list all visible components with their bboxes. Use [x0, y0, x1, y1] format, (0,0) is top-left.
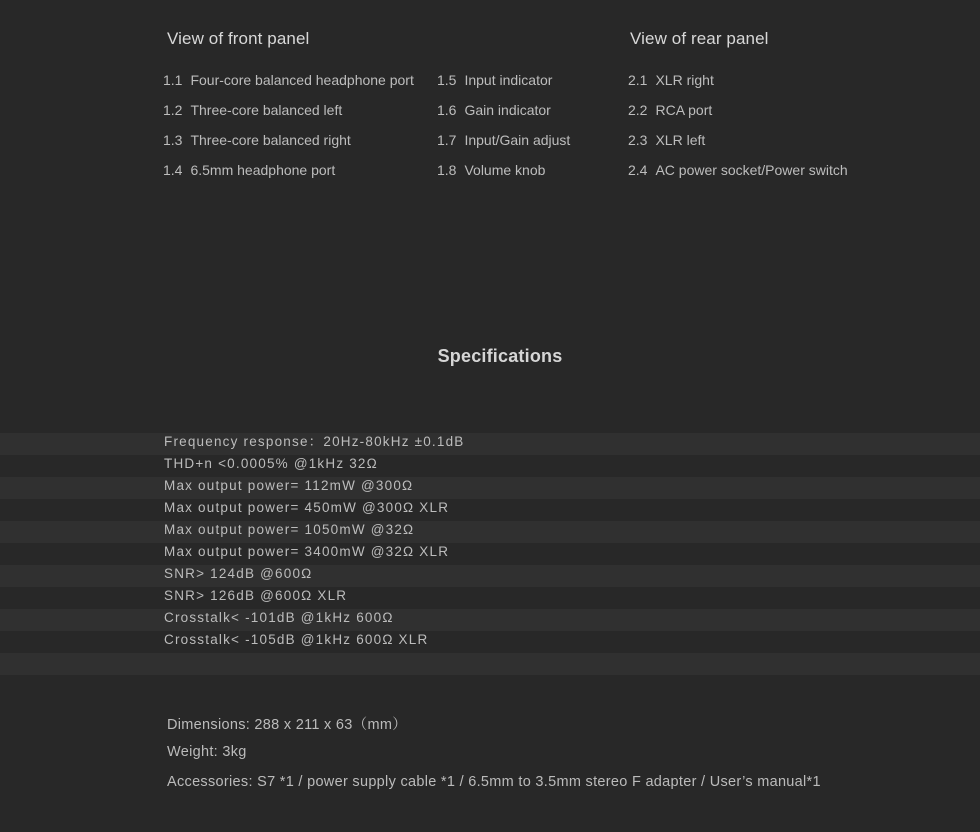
front-item-1-6: [437, 102, 551, 118]
front-panel-title: View of front panel: [167, 29, 310, 48]
spec-text: Max output power= 450mW @300Ω XLR: [164, 500, 450, 515]
spec-row: [0, 455, 980, 477]
spec-text: SNR> 126dB @600Ω XLR: [164, 588, 348, 603]
front-item-1-1: [163, 72, 414, 88]
item-label: Volume knob: [464, 162, 546, 178]
rear-item-2-3: [628, 132, 705, 148]
item-label: Input/Gain adjust: [464, 132, 571, 148]
spec-row: [0, 587, 980, 609]
item-label: Gain indicator: [464, 102, 551, 118]
spec-row: [0, 477, 980, 499]
spec-row: [0, 521, 980, 543]
item-label: XLR right: [655, 72, 714, 88]
spec-text: Frequency response：20Hz-80kHz ±0.1dB: [164, 434, 465, 449]
item-number: 1.2: [163, 102, 183, 118]
item-number: 2.2: [628, 102, 648, 118]
spec-row: [0, 631, 980, 653]
spec-row: [0, 565, 980, 587]
front-item-1-2: [163, 102, 342, 118]
spec-text: THD+n <0.0005% @1kHz 32Ω: [164, 456, 378, 471]
item-label: XLR left: [655, 132, 706, 148]
front-item-1-4: [163, 162, 335, 178]
spec-row: [0, 543, 980, 565]
spec-text: Crosstalk< -101dB @1kHz 600Ω: [164, 610, 394, 625]
dimensions-text: Dimensions: 288 x 211 x 63（mm）: [167, 717, 408, 733]
item-number: 1.3: [163, 132, 183, 148]
item-number: 1.1: [163, 72, 183, 88]
spec-row: [0, 433, 980, 455]
spec-row: [0, 653, 980, 675]
rear-item-2-2: [628, 102, 712, 118]
specifications-title: Specifications: [437, 346, 563, 366]
item-number: 2.4: [628, 162, 648, 178]
item-number: 2.3: [628, 132, 648, 148]
item-label: Three-core balanced left: [190, 102, 343, 118]
specifications-table: [0, 433, 980, 675]
item-number: 1.5: [437, 72, 457, 88]
accessories-text: Accessories: S7 *1 / power supply cable *1 / 6.5mm to 3.5mm stereo F adapter / User’s manual*1: [167, 774, 821, 790]
spec-row: [0, 609, 980, 631]
spec-text: Max output power= 112mW @300Ω: [164, 478, 414, 493]
spec-text: SNR> 124dB @600Ω: [164, 566, 313, 581]
item-label: RCA port: [655, 102, 713, 118]
front-item-1-3: [163, 132, 351, 148]
spec-text: Max output power= 1050mW @32Ω: [164, 522, 415, 537]
spec-row: [0, 499, 980, 521]
spec-text: Max output power= 3400mW @32Ω XLR: [164, 544, 450, 559]
item-label: Input indicator: [464, 72, 553, 88]
front-item-1-8: [437, 162, 545, 178]
item-label: Four-core balanced headphone port: [190, 72, 414, 88]
rear-panel-title: View of rear panel: [630, 29, 769, 48]
item-number: 1.6: [437, 102, 457, 118]
front-item-1-7: [437, 132, 570, 148]
item-number: 1.8: [437, 162, 457, 178]
spec-text: Crosstalk< -105dB @1kHz 600Ω XLR: [164, 632, 429, 647]
rear-item-2-1: [628, 72, 714, 88]
weight-text: Weight: 3kg: [167, 744, 247, 760]
rear-item-2-4: [628, 162, 848, 178]
item-label: Three-core balanced right: [190, 132, 351, 148]
item-number: 2.1: [628, 72, 648, 88]
front-item-1-5: [437, 72, 552, 88]
item-number: 1.4: [163, 162, 183, 178]
item-label: AC power socket/Power switch: [655, 162, 848, 178]
item-number: 1.7: [437, 132, 457, 148]
item-label: 6.5mm headphone port: [190, 162, 336, 178]
